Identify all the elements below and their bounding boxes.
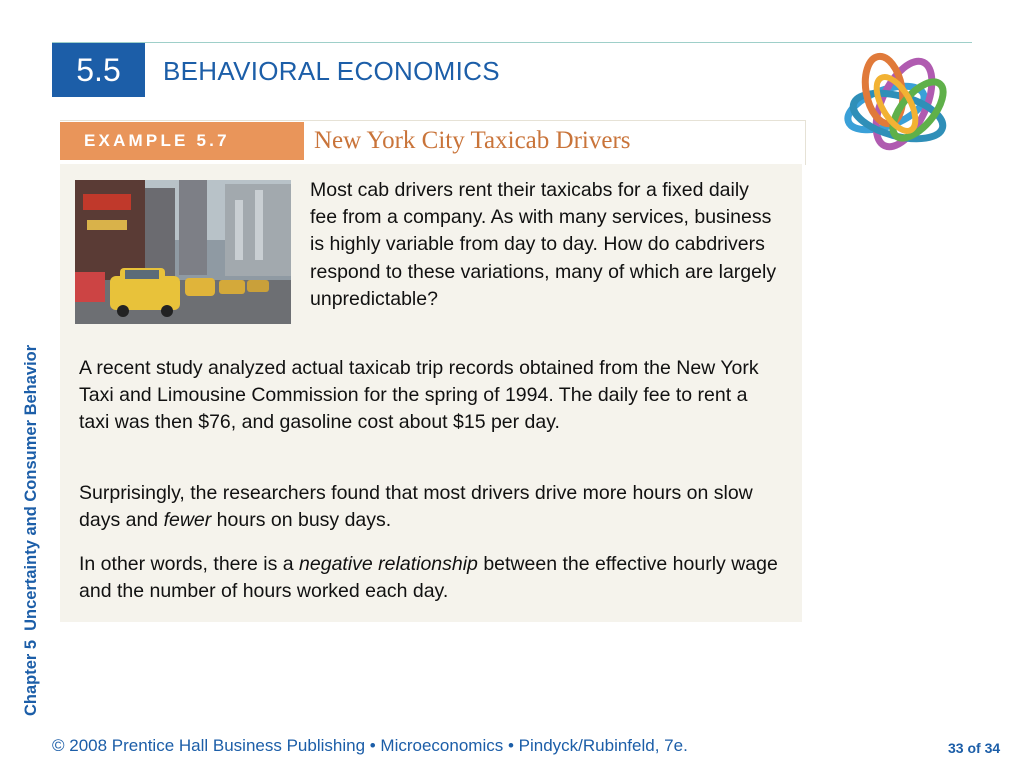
example-title: New York City Taxicab Drivers xyxy=(314,127,631,154)
example-header-rule xyxy=(805,121,806,165)
findings-text-a: Surprisingly, the researchers found that most drivers drive more hours on slow days and xyxy=(79,482,753,532)
study-paragraph: A recent study analyzed actual taxicab trip records obtained from the New York Taxi and Limousine Commission for the spring of 1994. The daily fee to rent a taxi was then $76, and gasoline cost about $15 per day. xyxy=(79,357,759,434)
rings-logo-icon xyxy=(826,46,972,174)
top-rule xyxy=(52,42,972,43)
taxi-street-photo xyxy=(75,180,291,324)
findings-paragraph xyxy=(79,480,779,534)
conclusion-paragraph xyxy=(79,551,779,605)
section-number-badge xyxy=(52,43,145,97)
example-header xyxy=(60,120,806,165)
chapter-title: Uncertainty and Consumer Behavior xyxy=(22,344,40,631)
example-tag: EXAMPLE 5.7 xyxy=(60,122,304,160)
conclusion-emphasis: negative relationship xyxy=(299,553,478,575)
chapter-sidebar-text xyxy=(22,345,41,716)
chapter-sidebar xyxy=(0,0,44,768)
page-number: 33 of 34 xyxy=(948,740,1001,756)
chapter-number: Chapter 5 xyxy=(22,639,40,716)
intro-paragraph: Most cab drivers rent their taxicabs for a fixed daily fee from a company. As with many services, business is highly variable from day to day. How do cabdrivers respond to these variations, many of which are largely unpredictable? xyxy=(310,179,777,310)
footer-credits: © 2008 Prentice Hall Business Publishing • Microeconomics • Pindyck/Rubinfeld, 7e. xyxy=(52,736,688,755)
section-title: BEHAVIORAL ECONOMICS xyxy=(163,56,500,86)
conclusion-text-a: In other words, there is a xyxy=(79,553,300,575)
findings-text-b: hours on busy days. xyxy=(211,509,392,532)
section-number: 5.5 xyxy=(76,51,121,88)
findings-emphasis: fewer xyxy=(163,509,212,532)
conclusion-text-b: between the effective hourly wage and the number of hours worked each day. xyxy=(79,553,778,603)
